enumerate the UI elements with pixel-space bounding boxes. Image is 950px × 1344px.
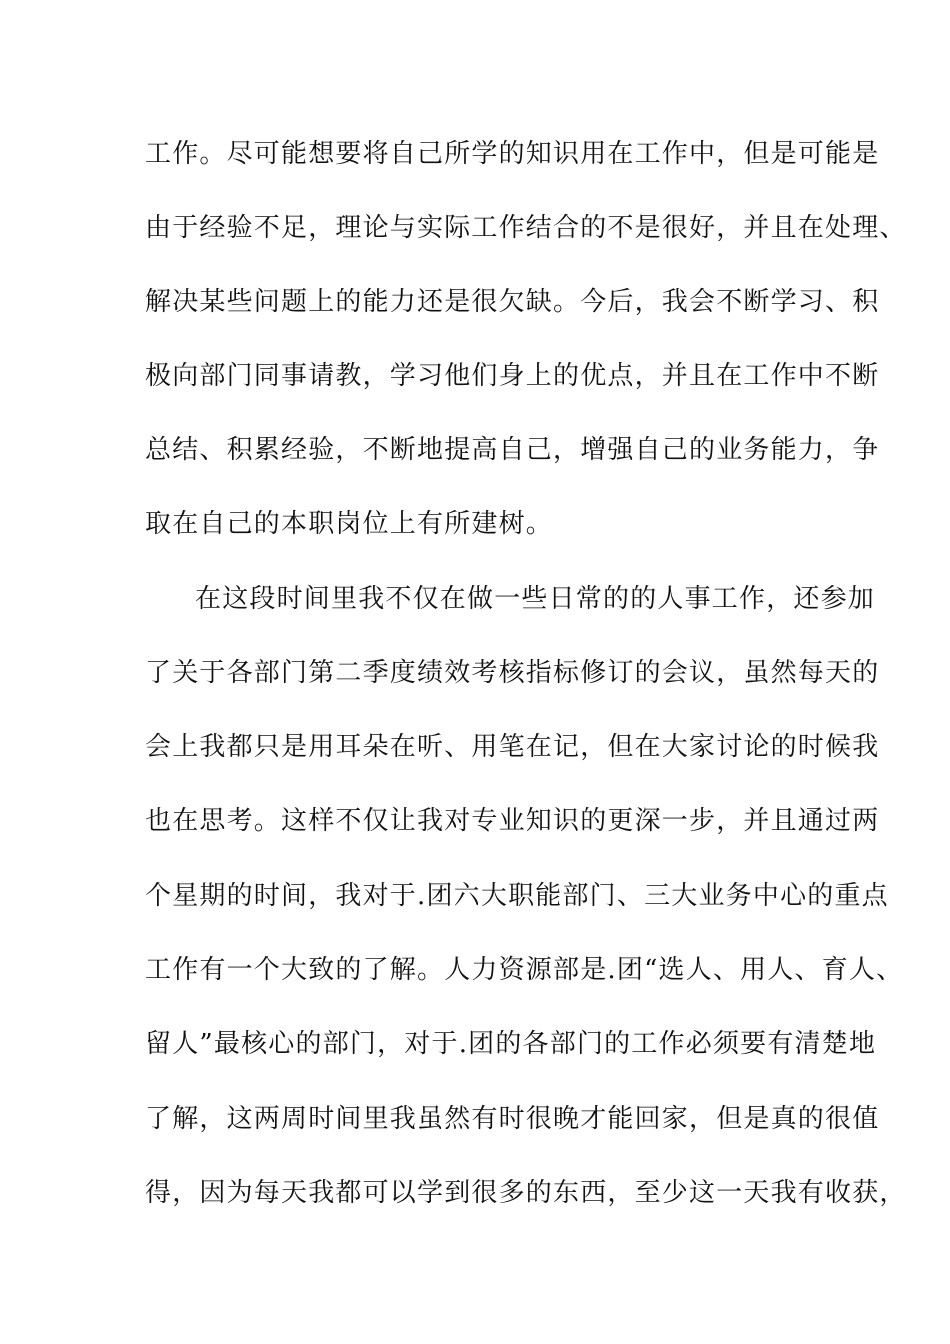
text-line: 了解，这两周时间里我虽然有时很晚才能回家，但是真的很值 xyxy=(145,1104,880,1134)
text-line: 得，因为每天我都可以学到很多的东西，至少这一天我有收获， xyxy=(145,1178,907,1208)
paragraph-first-line: 在这段时间里我不仅在做一些日常的的人事工作，还参加 xyxy=(195,584,876,614)
text-line: 解决某些问题上的能力还是很欠缺。今后，我会不断学习、积 xyxy=(145,287,880,317)
text-line: 了关于各部门第二季度绩效考核指标修订的会议，虽然每天的 xyxy=(145,658,880,688)
text-line: 个星期的时间，我对于.团六大职能部门、三大业务中心的重点 xyxy=(145,881,889,911)
text-line: 总结、积累经验，不断地提高自己，增强自己的业务能力，争 xyxy=(145,435,880,465)
text-line: 工作。尽可能想要将自己所学的知识用在工作中，但是可能是 xyxy=(145,139,880,169)
text-line: 取在自己的本职岗位上有所建树。 xyxy=(145,509,554,539)
text-line: 由于经验不足，理论与实际工作结合的不是很好，并且在处理、 xyxy=(145,213,907,243)
text-line: 也在思考。这样不仅让我对专业知识的更深一步，并且通过两 xyxy=(145,806,880,836)
text-line: 工作有一个大致的了解。人力资源部是.团“选人、用人、育人、 xyxy=(145,955,904,985)
text-line: 会上我都只是用耳朵在听、用笔在记，但在大家讨论的时候我 xyxy=(145,732,880,762)
text-line: 留人”最核心的部门，对于.团的各部门的工作必须要有清楚地 xyxy=(145,1029,877,1059)
text-line: 极向部门同事请教，学习他们身上的优点，并且在工作中不断 xyxy=(145,361,880,391)
